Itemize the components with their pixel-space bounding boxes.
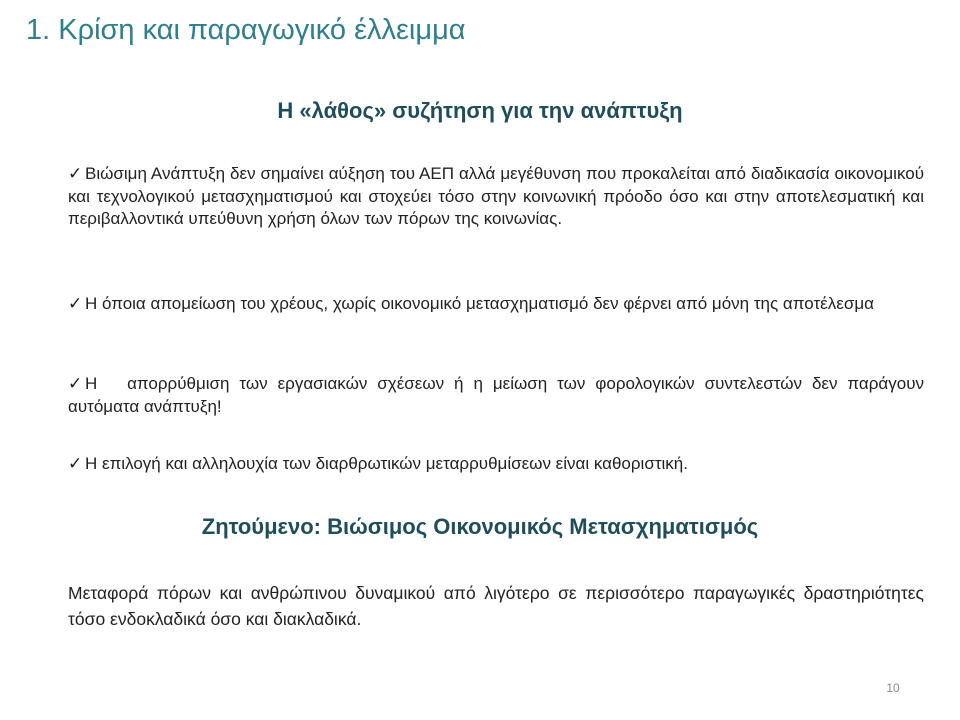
checkmark-icon: ✓: [68, 454, 83, 473]
bullet-text: Βιώσιμη Ανάπτυξη δεν σημαίνει αύξηση του ΑΕΠ αλλά μεγέθυνση που προκαλείται από διαδικασία οικονομικού και τεχνολογικού μετασχηματισμού και στοχεύει τόσο στην κοινωνική πρόοδο όσο και στην αποτελεσματική και περιβαλλοντικά υπεύθυνη χρήση όλων των πόρων της κοινωνίας.: [68, 164, 924, 228]
bullet-text: Η απορρύθμιση των εργασιακών σχέσεων ή η μείωση των φορολογικών συντελεστών δεν παράγουν αυτόματα ανάπτυξη!: [68, 374, 929, 416]
bullet-item: [68, 163, 924, 231]
section-subtitle: Η «λάθος» συζήτηση για την ανάπτυξη: [277, 98, 683, 123]
slide-title: 1. Κρίση και παραγωγικό έλλειμμα: [26, 14, 466, 46]
checkmark-icon: ✓: [68, 164, 83, 183]
bullet-text: Η όποια απομείωση του χρέους, χωρίς οικονομικό μετασχηματισμό δεν φέρνει από μόνη της αποτέλεσμα: [85, 294, 874, 313]
bullet-item: [68, 453, 924, 476]
bullet-item: [68, 293, 924, 316]
checkmark-icon: ✓: [68, 294, 83, 313]
section-subtitle-goal: Ζητούμενο: Βιώσιμος Οικονομικός Μετασχηματισμός: [201, 514, 759, 539]
body-paragraph: Μεταφορά πόρων και ανθρώπινου δυναμικού από λιγότερο σε περισσότερο παραγωγικές δραστηριότητες τόσο ενδοκλαδικά όσο και διακλαδικά.: [68, 583, 924, 629]
bullet-item: [68, 373, 929, 418]
bullet-text: Η επιλογή και αλληλουχία των διαρθρωτικών μεταρρυθμίσεων είναι καθοριστική.: [85, 454, 688, 473]
checkmark-icon: ✓: [68, 374, 83, 393]
page-number: 10: [886, 681, 900, 695]
